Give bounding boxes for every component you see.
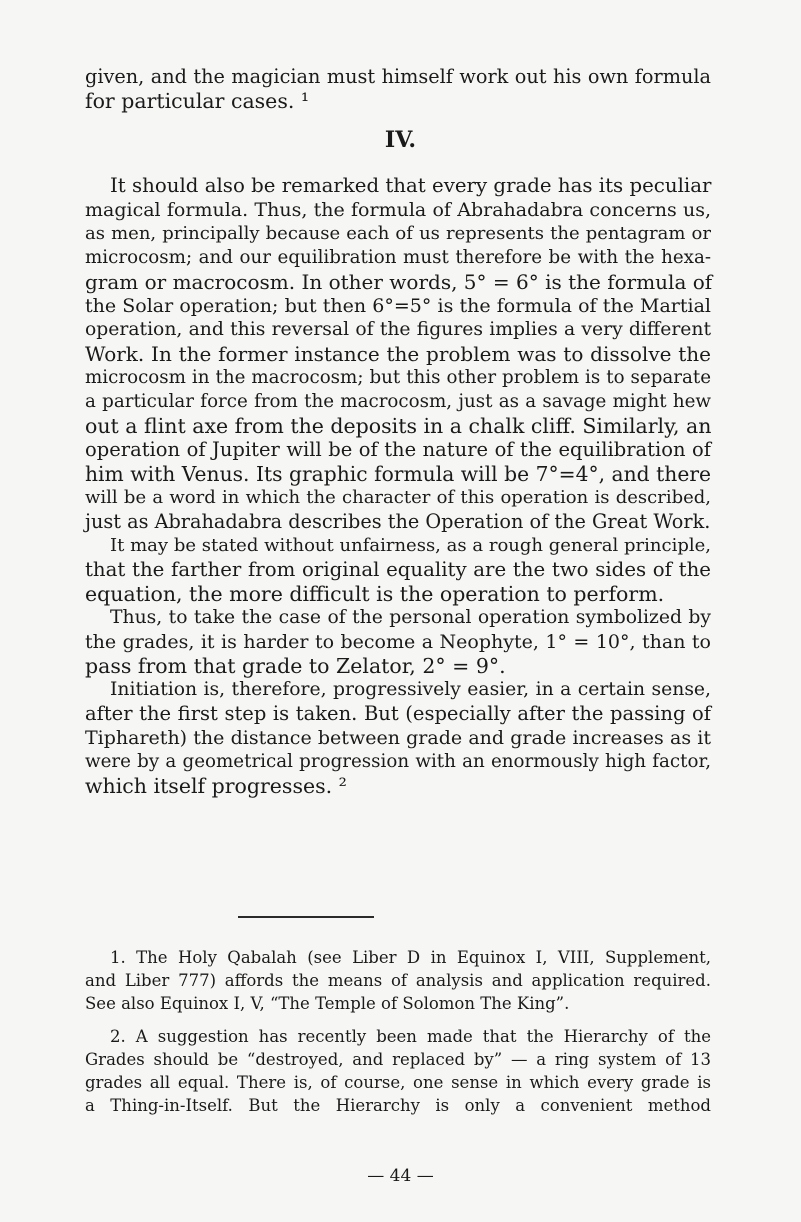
body-line: Initiation is, therefore, progressively easier, in a certain sense, xyxy=(110,679,711,700)
footnote-line: and Liber 777) affords the means of analysis and application required. xyxy=(85,971,711,990)
footnote-line: 2. A suggestion has recently been made that the Hierarchy of the xyxy=(110,1027,711,1046)
body-line: magical formula. Thus, the formula of Abrahadabra concerns us, xyxy=(85,199,711,221)
body-line: Work. In the former instance the problem was to dissolve the xyxy=(85,342,711,366)
body-line: that the farther from original equality are the two sides of the xyxy=(85,558,711,581)
body-line: Thus, to take the case of the personal operation symbolized by xyxy=(110,607,711,628)
page-number: — 44 — xyxy=(367,1166,434,1186)
body-line: will be a word in which the character of this operation is described, xyxy=(85,487,711,508)
body-line: were by a geometrical progression with an enormously high factor, xyxy=(85,751,711,772)
body-line: him with Venus. Its graphic formula will be 7°=4°, and there xyxy=(85,462,711,486)
footnote-divider xyxy=(238,916,374,918)
body-line: operation, and this reversal of the figures implies a very different xyxy=(85,319,711,340)
body-line: microcosm in the macrocosm; but this other problem is to separate xyxy=(85,367,711,388)
body-line: the grades, it is harder to become a Neophyte, 1° = 10°, than to xyxy=(85,631,711,653)
body-line: just as Abrahadabra describes the Operation of the Great Work. xyxy=(85,510,711,533)
body-line: pass from that grade to Zelator, 2° = 9°. xyxy=(85,654,506,678)
body-line: which itself progresses. ² xyxy=(85,774,347,798)
body-line: operation of Jupiter will be of the nature of the equilibration of xyxy=(85,438,711,461)
footnote-line: a Thing-in-Itself. But the Hierarchy is only a convenient method xyxy=(85,1096,711,1115)
body-line: given, and the magician must himself work out his own formula xyxy=(85,65,711,88)
body-line: gram or macrocosm. In other words, 5° = 6° is the formula of xyxy=(85,270,713,294)
body-line: microcosm; and our equilibration must therefore be with the hexa- xyxy=(85,247,711,268)
footnote-line: 1. The Holy Qabalah (see Liber D in Equinox I, VIII, Supplement, xyxy=(110,948,711,967)
section-heading: IV. xyxy=(384,127,417,153)
body-line: for particular cases. ¹ xyxy=(85,89,310,113)
footnote-line: Grades should be “destroyed, and replaced by” — a ring system of 13 xyxy=(85,1050,711,1069)
footnote-line: See also Equinox I, V, “The Temple of Solomon The King”. xyxy=(85,994,570,1013)
body-line: equation, the more difficult is the operation to perform. xyxy=(85,582,665,606)
body-line: after the first step is taken. But (especially after the passing of xyxy=(85,702,711,725)
body-line: It may be stated without unfairness, as a rough general principle, xyxy=(110,535,711,556)
body-line: out a flint axe from the deposits in a chalk cliff. Similarly, an xyxy=(85,414,712,438)
body-line: the Solar operation; but then 6°=5° is the formula of the Martial xyxy=(85,295,711,317)
body-line: as men, principally because each of us represents the pentagram or xyxy=(85,223,711,244)
body-line: It should also be remarked that every grade has its peculiar xyxy=(110,174,712,197)
body-line: Tiphareth) the distance between grade and grade increases as it xyxy=(85,727,711,749)
body-line: a particular force from the macrocosm, just as a savage might hew xyxy=(85,391,711,412)
footnote-line: grades all equal. There is, of course, one sense in which every grade is xyxy=(85,1073,711,1092)
